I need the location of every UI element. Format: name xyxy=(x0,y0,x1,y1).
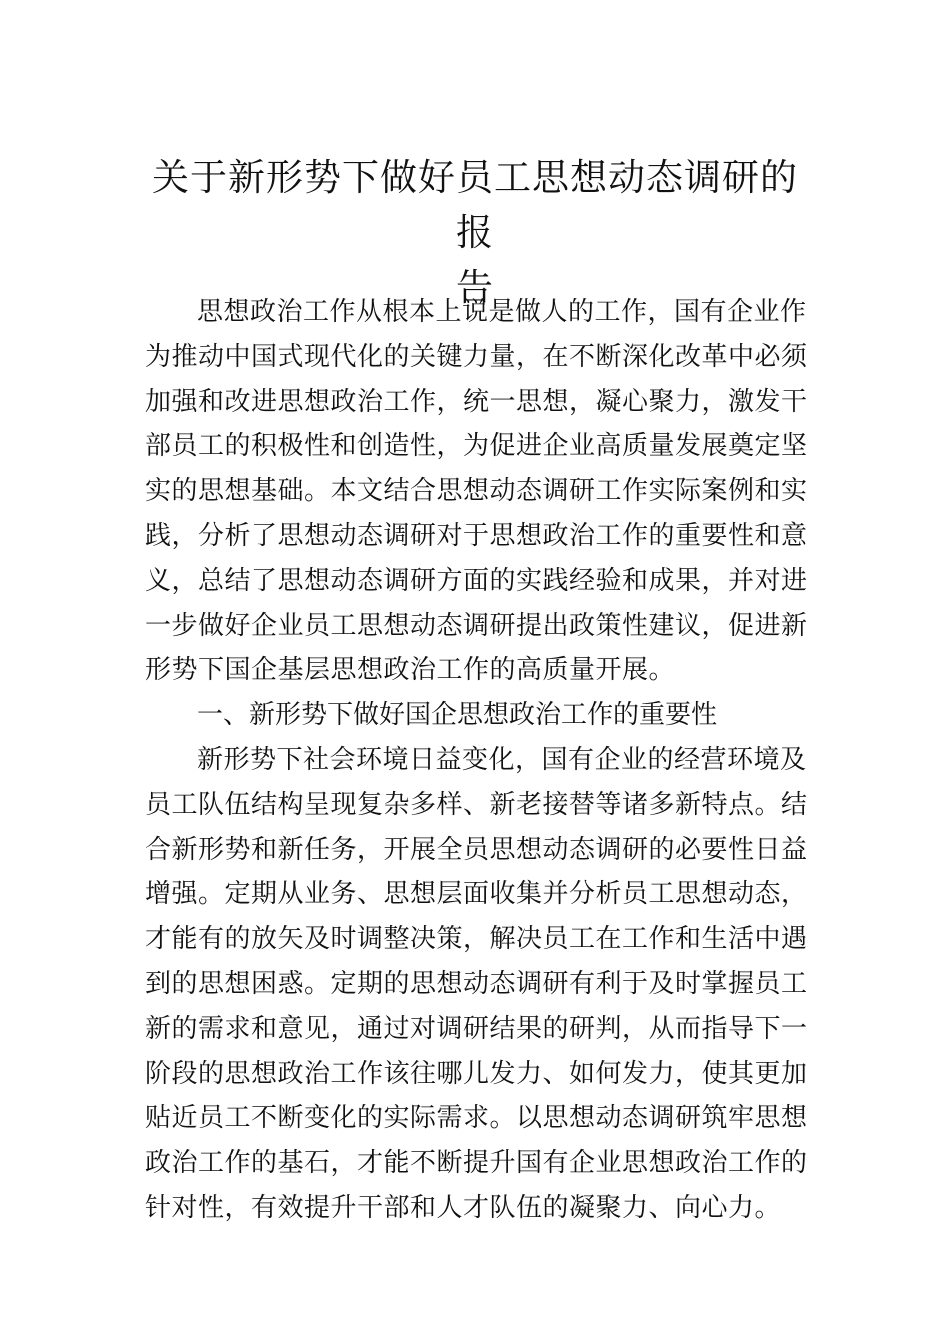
paragraph-line: 针对性，有效提升干部和人才队伍的凝聚力、向心力。 xyxy=(145,1192,782,1223)
document-body xyxy=(145,290,809,1231)
paragraph-line: 一步做好企业员工思想动态调研提出政策性建议，促进新 xyxy=(145,610,808,641)
paragraph-line: 部员工的积极性和创造性，为促进企业高质量发展奠定坚 xyxy=(145,431,808,462)
paragraph-line: 才能有的放矢及时调整决策，解决员工在工作和生活中遇 xyxy=(145,924,808,955)
paragraph-line: 新的需求和意见，通过对调研结果的研判，从而指导下一 xyxy=(145,1013,808,1044)
section-paragraph xyxy=(145,738,809,1231)
paragraph-line: 员工队伍结构呈现复杂多样、新老接替等诸多新特点。结 xyxy=(145,789,808,820)
title-line: 关于新形势下做好员工思想动态调研的报 xyxy=(152,156,798,254)
paragraph-line: 阶段的思想政治工作该往哪儿发力、如何发力，使其更加 xyxy=(145,1058,808,1089)
paragraph-line: 为推动中国式现代化的关键力量，在不断深化改革中必须 xyxy=(145,341,808,372)
paragraph-line: 义，总结了思想动态调研方面的实践经验和成果，并对进 xyxy=(145,565,808,596)
paragraph-line: 践，分析了思想动态调研对于思想政治工作的重要性和意 xyxy=(145,520,808,551)
paragraph-line: 政治工作的基石，才能不断提升国有企业思想政治工作的 xyxy=(145,1148,808,1179)
paragraph-line: 实的思想基础。本文结合思想动态调研工作实际案例和实 xyxy=(145,476,808,507)
section-heading: 一、新形势下做好国企思想政治工作的重要性 xyxy=(197,700,718,731)
paragraph-line: 形势下国企基层思想政治工作的高质量开展。 xyxy=(145,655,676,686)
title-line: 告 xyxy=(456,266,494,309)
paragraph-line: 合新形势和新任务，开展全员思想动态调研的必要性日益 xyxy=(145,834,808,865)
paragraph-line: 思想政治工作从根本上说是做人的工作，国有企业作 xyxy=(197,297,807,327)
paragraph-line: 到的思想困惑。定期的思想动态调研有利于及时掌握员工 xyxy=(145,968,808,999)
intro-paragraph xyxy=(145,290,809,693)
paragraph-line: 增强。定期从业务、思想层面收集并分析员工思想动态， xyxy=(145,879,808,910)
paragraph-line: 加强和改进思想政治工作，统一思想，凝心聚力，激发干 xyxy=(145,386,808,417)
paragraph-line: 新形势下社会环境日益变化，国有企业的经营环境及 xyxy=(197,744,807,775)
paragraph-line: 贴近员工不断变化的实际需求。以思想动态调研筑牢思想 xyxy=(145,1103,808,1134)
